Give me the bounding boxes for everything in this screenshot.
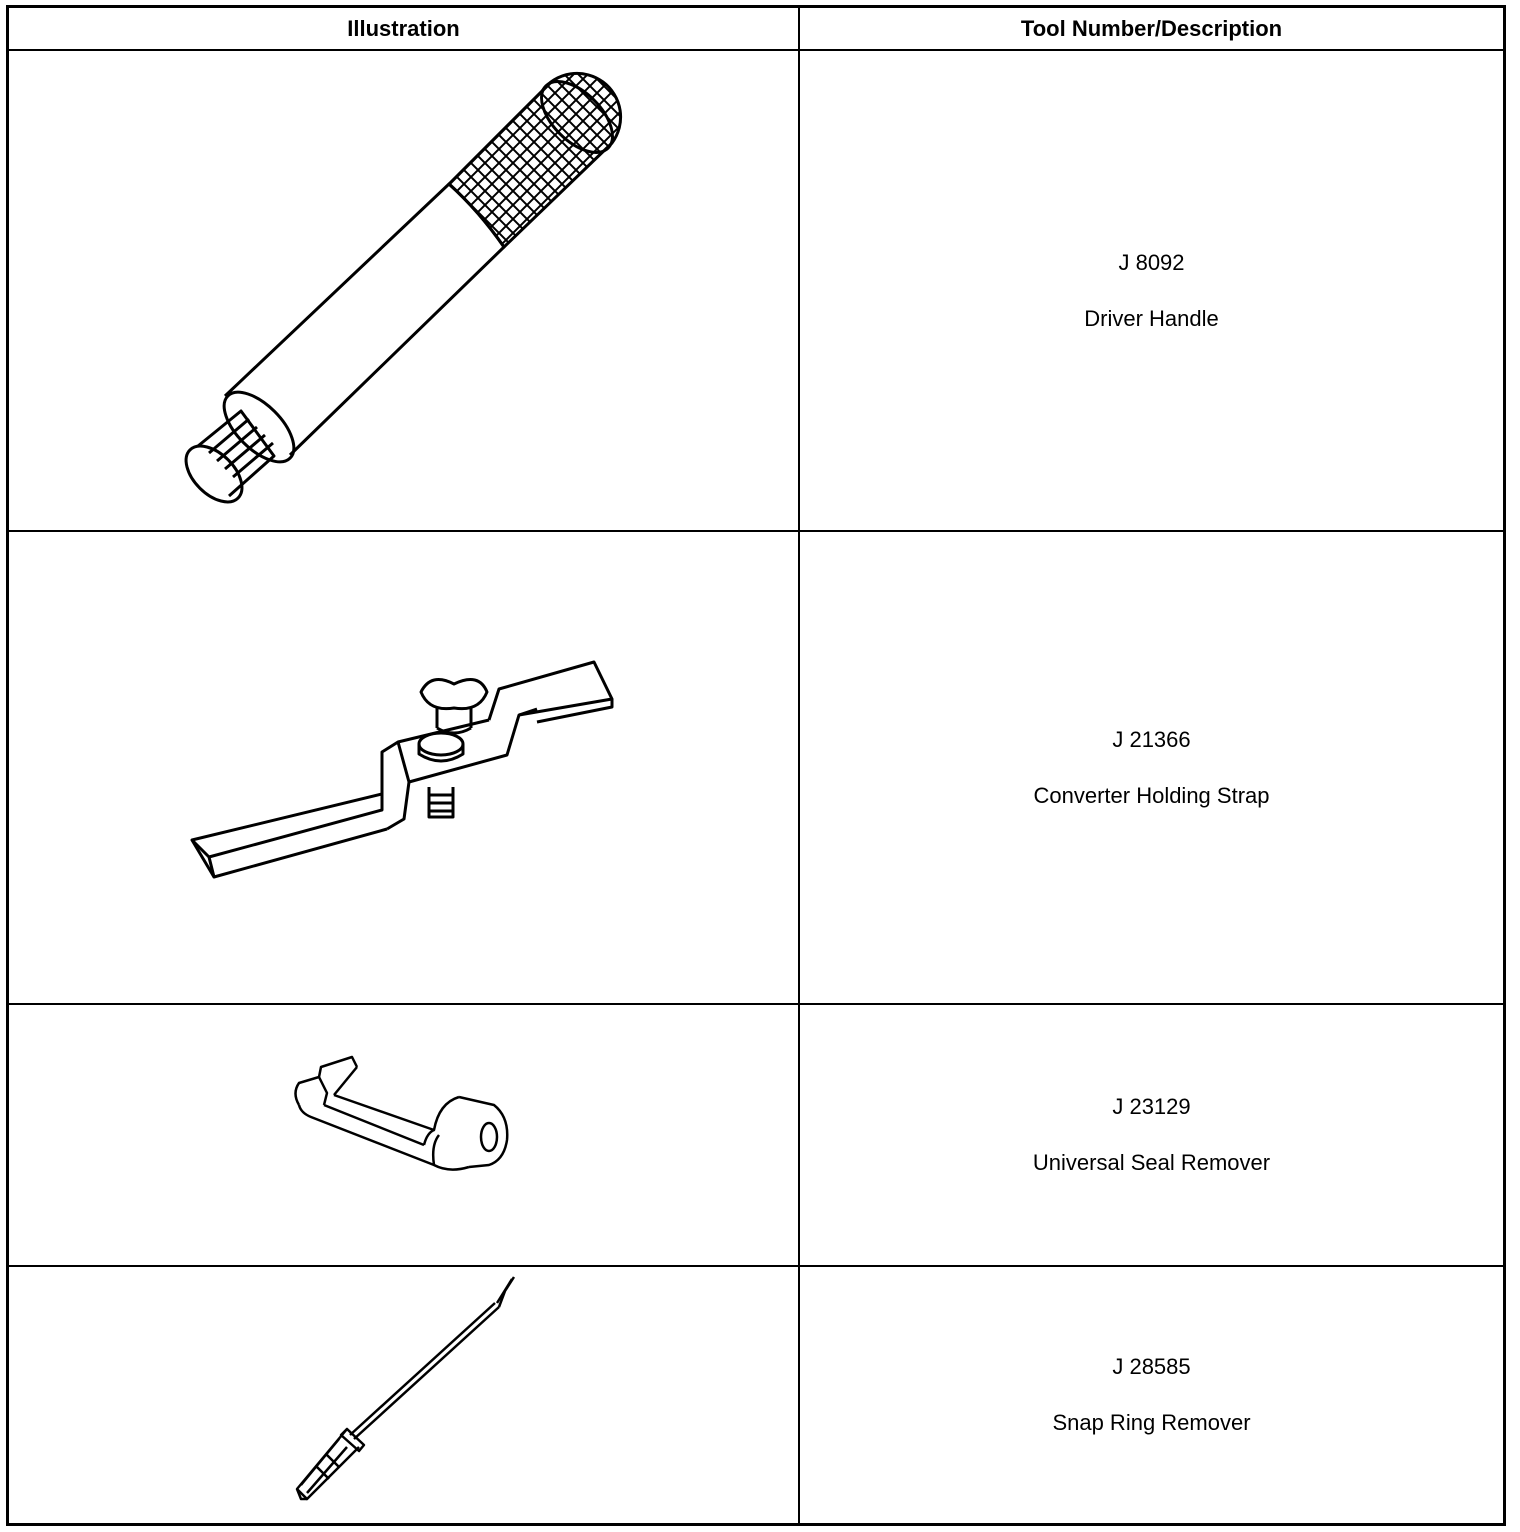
converter-holding-strap-icon	[9, 532, 798, 1003]
description-cell	[800, 1005, 1503, 1265]
header-tool-description: Tool Number/Description	[1020, 16, 1283, 41]
illustration-cell	[9, 1267, 798, 1523]
tool-number: J 21366	[1112, 726, 1191, 752]
snap-ring-remover-icon	[9, 1267, 798, 1523]
illustration-cell	[9, 51, 798, 530]
table-header	[9, 8, 1503, 51]
illustration-cell	[9, 532, 798, 1003]
table-row	[9, 1265, 1503, 1523]
tool-name: Universal Seal Remover	[1032, 1150, 1271, 1175]
header-illustration: Illustration	[347, 16, 460, 41]
tool-name: Snap Ring Remover	[1052, 1410, 1251, 1435]
driver-handle-icon	[9, 51, 798, 530]
description-cell	[800, 532, 1503, 1003]
illustration-cell	[9, 1005, 798, 1265]
table-row	[9, 51, 1503, 530]
tool-number: J 8092	[1118, 249, 1185, 275]
tools-table	[6, 5, 1506, 1526]
table-row	[9, 1003, 1503, 1265]
description-cell	[800, 51, 1503, 530]
table-row	[9, 530, 1503, 1003]
tool-name: Converter Holding Strap	[1033, 782, 1270, 808]
tool-number: J 23129	[1112, 1094, 1191, 1119]
tool-name: Driver Handle	[1084, 305, 1219, 331]
universal-seal-remover-icon	[9, 1005, 798, 1265]
tool-number: J 28585	[1112, 1354, 1191, 1379]
description-cell	[800, 1267, 1503, 1523]
